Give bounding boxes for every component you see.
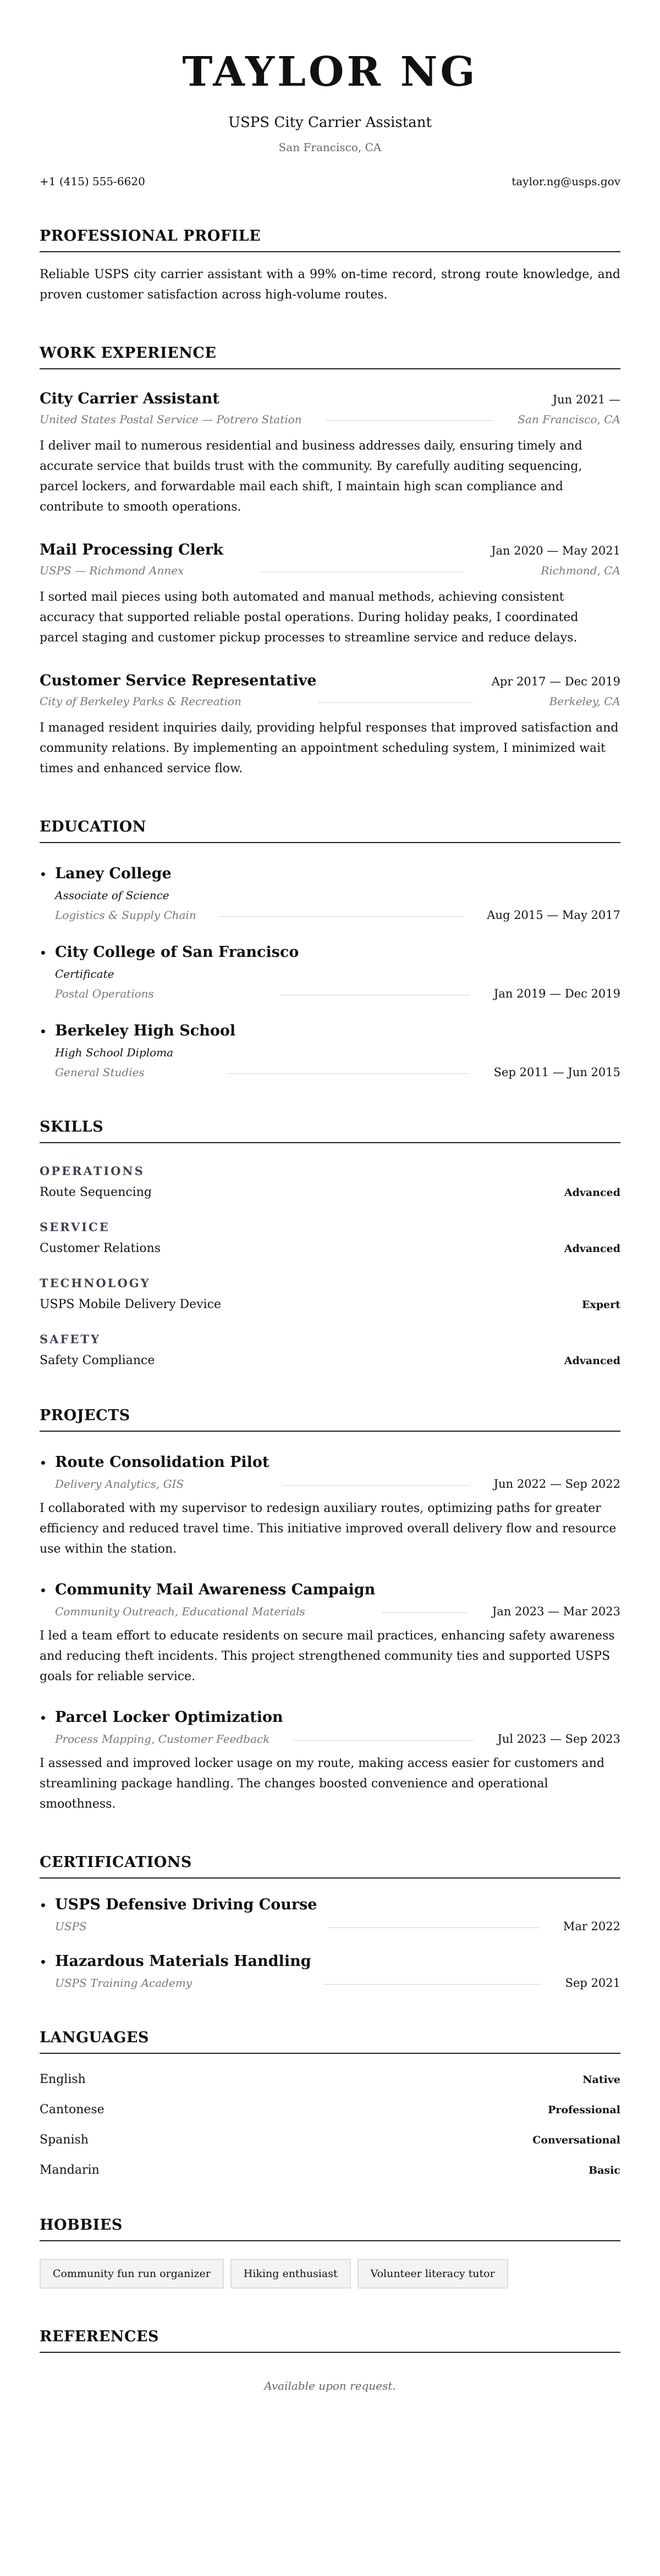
- email-link[interactable]: taylor.ng@usps.gov: [512, 175, 620, 188]
- skill-level: Advanced: [564, 1355, 620, 1367]
- language-row: [40, 2073, 620, 2086]
- field-of-study: General Studies: [55, 1066, 145, 1079]
- project-name: Community Mail Awareness Campaign: [55, 1581, 376, 1598]
- bullet-icon: •: [40, 946, 47, 960]
- certification-issuer: USPS: [55, 1920, 87, 1933]
- project-name: Parcel Locker Optimization: [55, 1709, 283, 1726]
- language-name: Cantonese: [40, 2103, 105, 2117]
- resume-header: [40, 48, 620, 188]
- candidate-location: San Francisco, CA: [278, 141, 382, 154]
- language-level: Native: [582, 2074, 620, 2086]
- hobby-chip: Hiking enthusiast: [230, 2259, 351, 2289]
- references-section: [40, 2328, 620, 2392]
- certification-date: Mar 2022: [563, 1920, 620, 1933]
- language-name: Mandarin: [40, 2163, 100, 2177]
- skill-level: Advanced: [564, 1243, 620, 1255]
- project-entry: [40, 1709, 620, 1814]
- hobbies-section: [40, 2217, 620, 2289]
- degree: Certificate: [55, 967, 114, 980]
- job-title: City Carrier Assistant: [40, 390, 219, 407]
- skill-category: TECHNOLOGY: [40, 1276, 151, 1290]
- skill-name: Route Sequencing: [40, 1185, 152, 1199]
- certification-name: USPS Defensive Driving Course: [55, 1896, 317, 1913]
- bullet-icon: •: [40, 868, 47, 881]
- field-of-study: Postal Operations: [55, 987, 154, 1000]
- section-heading: WORK EXPERIENCE: [40, 345, 620, 369]
- hobby-list: [40, 2259, 620, 2289]
- job-location: Richmond, CA: [541, 564, 620, 577]
- hobby-chip: Volunteer literacy tutor: [358, 2259, 508, 2289]
- profile-section: [40, 228, 620, 305]
- skill-category: OPERATIONS: [40, 1164, 145, 1178]
- job-description: I sorted mail pieces using both automated and manual methods, achieving consistent accuracy that supported reliable postal operations. During holiday peaks, I coordinated parcel staging and customer pickup processes to streamline service and reduce delays.: [40, 590, 579, 645]
- certification-entry: [40, 1953, 620, 1990]
- skills-section: [40, 1118, 620, 1367]
- section-heading: LANGUAGES: [40, 2029, 620, 2054]
- language-level: Professional: [548, 2104, 620, 2116]
- job-title: Mail Processing Clerk: [40, 541, 223, 558]
- project-name: Route Consolidation Pilot: [55, 1454, 270, 1471]
- skill-name: Safety Compliance: [40, 1354, 155, 1367]
- contact-row: [40, 175, 620, 188]
- project-description: I collaborated with my supervisor to redesign auxiliary routes, optimizing paths for greater efficiency and reduced travel time. This initiative improved overall delivery flow and resource use within the station.: [40, 1502, 617, 1556]
- project-entry: [40, 1581, 620, 1687]
- education-dates: Sep 2011 — Jun 2015: [493, 1066, 620, 1079]
- language-row: [40, 2163, 620, 2177]
- field-of-study: Logistics & Supply Chain: [55, 908, 196, 922]
- degree: Associate of Science: [55, 889, 169, 902]
- project-entry: [40, 1454, 620, 1559]
- skill-name: Customer Relations: [40, 1242, 161, 1255]
- profile-text: Reliable USPS city carrier assistant with a 99% on-time record, strong route knowledge, and proven customer satisfaction across high-volume routes.: [40, 268, 620, 302]
- languages-section: [40, 2029, 620, 2177]
- language-name: English: [40, 2073, 86, 2086]
- school-name: Berkeley High School: [55, 1022, 236, 1039]
- bullet-icon: •: [40, 1584, 47, 1597]
- projects-section: [40, 1407, 620, 1814]
- skill-group: [40, 1164, 620, 1199]
- job-dates: Apr 2017 — Dec 2019: [491, 675, 620, 688]
- certifications-section: [40, 1854, 620, 1990]
- job-dates: Jan 2020 — May 2021: [491, 544, 620, 557]
- job-location: Berkeley, CA: [549, 695, 620, 708]
- language-name: Spanish: [40, 2133, 89, 2147]
- language-row: [40, 2103, 620, 2117]
- education-entry: [40, 944, 620, 1000]
- job-dates: Jun 2021 —: [552, 393, 620, 406]
- bullet-icon: •: [40, 1711, 47, 1725]
- certification-name: Hazardous Materials Handling: [55, 1953, 311, 1970]
- project-dates: Jun 2022 — Sep 2022: [493, 1477, 620, 1491]
- education-dates: Aug 2015 — May 2017: [487, 908, 620, 922]
- language-row: [40, 2133, 620, 2147]
- candidate-title: USPS City Carrier Assistant: [228, 114, 432, 131]
- hobby-chip: Community fun run organizer: [40, 2259, 224, 2289]
- section-heading: EDUCATION: [40, 818, 620, 843]
- project-description: I assessed and improved locker usage on my route, making access easier for customers and streamlining package handling. The changes boosted convenience and operational smoothness.: [40, 1757, 605, 1811]
- dotted-leader: [294, 1740, 473, 1741]
- school-name: Laney College: [55, 865, 172, 882]
- degree: High School Diploma: [55, 1046, 174, 1059]
- dotted-leader: [318, 702, 472, 703]
- skill-name: USPS Mobile Delivery Device: [40, 1298, 221, 1311]
- skill-level: Advanced: [564, 1187, 620, 1199]
- bullet-icon: •: [40, 1456, 47, 1470]
- project-dates: Jul 2023 — Sep 2023: [497, 1732, 620, 1746]
- certification-entry: [40, 1896, 620, 1933]
- education-dates: Jan 2019 — Dec 2019: [493, 987, 620, 1000]
- job-location: San Francisco, CA: [518, 413, 620, 426]
- job-org: United States Postal Service — Potrero Station: [40, 413, 302, 426]
- project-tags: Process Mapping, Customer Feedback: [55, 1732, 270, 1746]
- bullet-icon: •: [40, 1025, 47, 1038]
- work-section: [40, 345, 620, 779]
- section-heading: PROJECTS: [40, 1407, 620, 1432]
- job-entry: [40, 672, 620, 779]
- skill-category: SERVICE: [40, 1220, 110, 1234]
- job-description: I deliver mail to numerous residential and business addresses daily, ensuring timely and accurate service that builds trust with the community. By carefully auditing sequencing, parcel lockers, and forwardable mail each shift, I maintain high scan compliance and contribute to smooth operations.: [40, 439, 582, 514]
- dotted-leader: [227, 1073, 470, 1074]
- certification-issuer: USPS Training Academy: [55, 1976, 193, 1990]
- bullet-icon: •: [40, 1899, 47, 1912]
- section-heading: SKILLS: [40, 1118, 620, 1143]
- project-dates: Jan 2023 — Mar 2023: [492, 1605, 620, 1618]
- skill-group: [40, 1332, 620, 1367]
- school-name: City College of San Francisco: [55, 944, 299, 961]
- section-heading: REFERENCES: [40, 2328, 620, 2353]
- job-description: I managed resident inquiries daily, providing helpful responses that improved satisfaction and community relations. By implementing an appointment scheduling system, I minimized wait times and enhanced service flow.: [40, 721, 619, 775]
- job-entry: [40, 390, 620, 517]
- dotted-leader: [283, 1485, 470, 1486]
- education-entry: [40, 865, 620, 922]
- dotted-leader: [329, 1927, 539, 1928]
- project-description: I led a team effort to educate residents on secure mail practices, enhancing safety awareness and reducing theft incidents. This project strengthened community ties and supported USPS goals for reliable service.: [40, 1629, 615, 1683]
- skill-category: SAFETY: [40, 1332, 101, 1346]
- education-section: [40, 818, 620, 1079]
- bullet-icon: •: [40, 1955, 47, 1969]
- candidate-name: TAYLOR NG: [182, 48, 478, 96]
- references-text: Available upon request.: [264, 2379, 396, 2392]
- dotted-leader: [221, 916, 463, 917]
- project-tags: Community Outreach, Educational Materials: [55, 1605, 305, 1618]
- language-level: Basic: [588, 2164, 620, 2176]
- language-level: Conversational: [532, 2134, 620, 2146]
- section-heading: HOBBIES: [40, 2217, 620, 2241]
- phone: +1 (415) 555-6620: [40, 175, 145, 188]
- section-heading: CERTIFICATIONS: [40, 1854, 620, 1879]
- job-org: City of Berkeley Parks & Recreation: [40, 695, 241, 708]
- skill-level: Expert: [582, 1299, 620, 1311]
- education-entry: [40, 1022, 620, 1079]
- dotted-leader: [326, 420, 494, 421]
- section-heading: PROFESSIONAL PROFILE: [40, 228, 620, 252]
- skill-group: [40, 1220, 620, 1255]
- job-title: Customer Service Representative: [40, 672, 317, 689]
- job-org: USPS — Richmond Annex: [40, 564, 184, 577]
- certification-date: Sep 2021: [565, 1976, 620, 1990]
- skill-group: [40, 1276, 620, 1311]
- project-tags: Delivery Analytics, GIS: [55, 1477, 184, 1491]
- job-entry: [40, 541, 620, 648]
- dotted-leader: [324, 1984, 541, 1985]
